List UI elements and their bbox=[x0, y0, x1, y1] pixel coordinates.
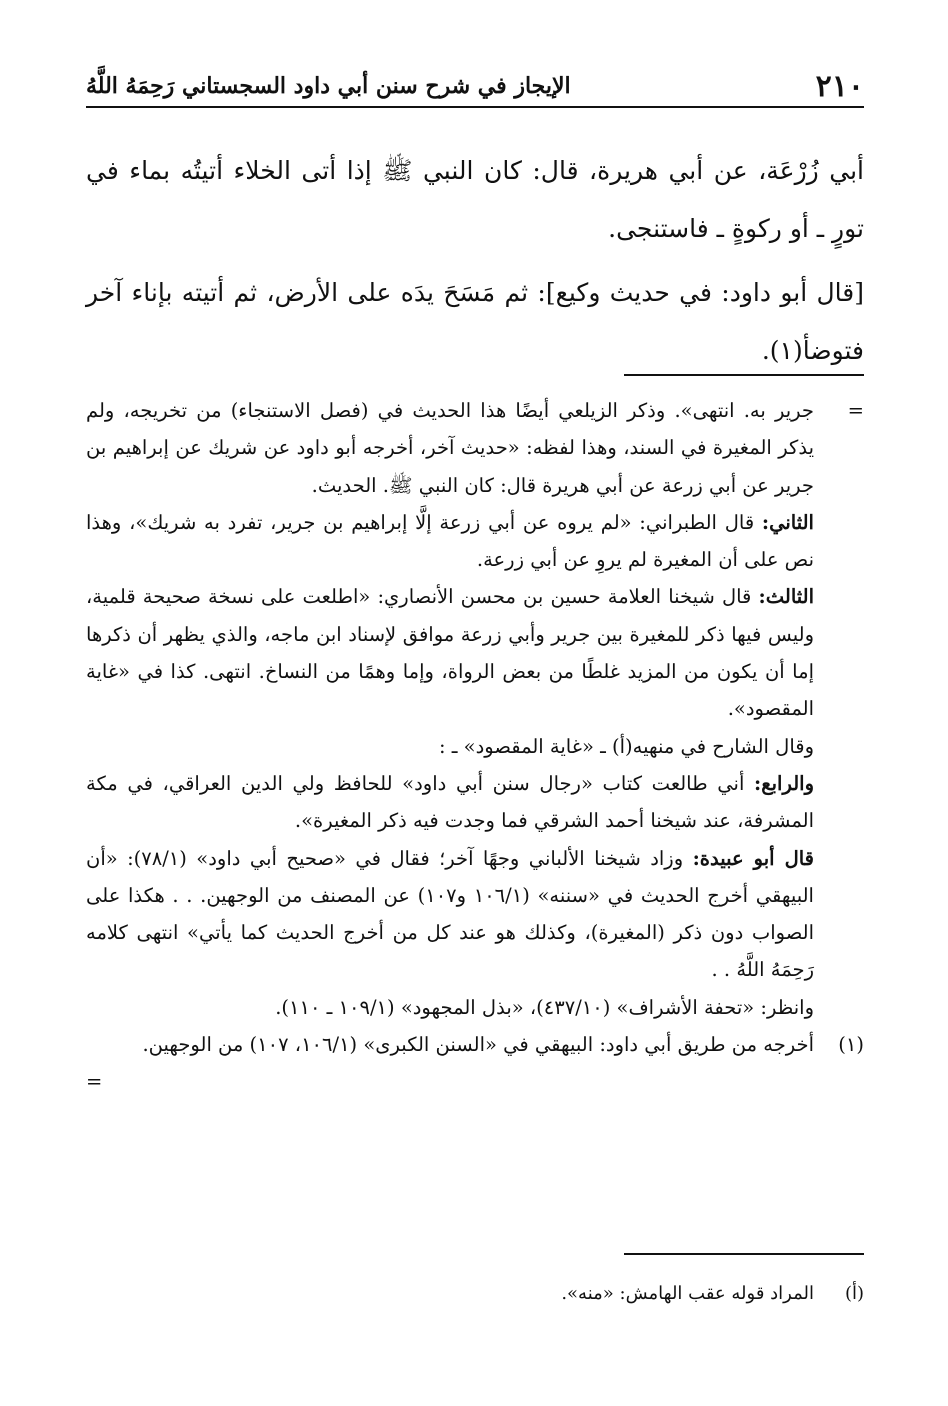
section-label: والرابع: bbox=[754, 771, 814, 795]
section-text: قال شيخنا العلامة حسين بن محسن الأنصاري: «اطلعت على نسخة صحيحة قلمية، وليس فيها ذكر للمغيرة بين جرير وأبي زرعة موافق لإسناد ابن ماجه، والذي يظهر أن ذكرها إما أن يكون من المزيد غلطًا من بعض الرواة، وإما وهمًا من النساخ. انتهى. كذا في «غاية المقصود». bbox=[86, 585, 814, 721]
section-label: الثاني: bbox=[761, 510, 814, 534]
continuation-marker: = bbox=[86, 1070, 103, 1094]
footnote-paragraph bbox=[86, 504, 814, 579]
footnote-paragraph: أخرجه من طريق أبي داود: البيهقي في «السنن الكبرى» (١٠٦/١، ١٠٧) من الوجهين. bbox=[142, 1033, 814, 1057]
footnote-marker: (١) bbox=[838, 1033, 864, 1057]
section-text: أني طالعت كتاب «رجال سنن أبي داود» للحافظ ولي الدين العراقي، في مكة المشرفة، عند شيخنا أحمد الشرقي فما وجدت فيه ذكر المغيرة». bbox=[86, 771, 814, 833]
section-text: قال الطبراني: «لم يروه عن أبي زرعة إلَّا إبراهيم بن جرير، تفرد به شريك»، وهذا نص على أن المغيرة لم يروِ عن أبي زرعة. bbox=[86, 510, 814, 572]
page-header bbox=[86, 66, 864, 108]
section-label: قال أبو عبيدة: bbox=[692, 846, 815, 870]
footnote-paragraph bbox=[86, 578, 814, 727]
abu-dawud-remark: [قال أبو داود: في حديث وكيع]: ثم مَسَحَ يدَه على الأرض، ثم أتيته بإناء آخر فتوضأ(١). bbox=[86, 278, 864, 365]
footnote-paragraph bbox=[86, 840, 814, 989]
footnote-paragraph bbox=[86, 765, 814, 840]
footnote-paragraph: وانظر: «تحفة الأشراف» (٤٣٧/١٠)، «بذل المجهود» (١٠٩/١ ـ ١١٠). bbox=[275, 995, 814, 1019]
footnote-divider bbox=[624, 374, 864, 376]
footnotes bbox=[86, 392, 864, 1101]
page-number: ٢١٠ bbox=[815, 68, 864, 104]
continuation-marker: = bbox=[847, 399, 864, 422]
main-text bbox=[86, 142, 864, 380]
footnote-paragraph: وقال الشارح في منهيه(أ) ـ «غاية المقصود» ـ : bbox=[438, 734, 814, 758]
footnote-1 bbox=[86, 1026, 864, 1063]
hadith-paragraph: أبي زُرْعَة، عن أبي هريرة، قال: كان النبي ﷺ إذا أتى الخلاء أتيتُه بماء في تورٍ ـ أو ركوةٍ ـ فاستنجى. bbox=[86, 156, 864, 243]
margin-note-marker: (أ) bbox=[844, 1283, 864, 1304]
footnote-continuation bbox=[86, 392, 864, 1026]
margin-note bbox=[86, 1276, 864, 1312]
margin-note-text: المراد قوله عقب الهامش: «منه». bbox=[561, 1283, 814, 1304]
running-title: الإيجاز في شرح سنن أبي داود السجستاني رَحِمَهُ اللَّهُ bbox=[86, 73, 571, 99]
margin-note-divider bbox=[624, 1253, 864, 1255]
footnote-paragraph: جرير به. انتهى». وذكر الزيلعي أيضًا هذا الحديث في (فصل الاستنجاء) من تخريجه، ولم يذكر المغيرة في السند، وهذا لفظه: «حديث آخر، أخرجه أبو داود عن شريك عن إبراهيم بن جرير عن أبي زرعة عن أبي هريرة قال: كان النبي ﷺ. الحديث. bbox=[86, 399, 814, 497]
section-label: الثالث: bbox=[758, 585, 815, 609]
footnote-end-row bbox=[86, 1063, 864, 1100]
section-text: وزاد شيخنا الألباني وجهًا آخر؛ فقال في «صحيح أبي داود» (٧٨/١): «أن البيهقي أخرج الحديث في «سننه» (١٠٦/١ و١٠٧) عن المصنف من الوجهين. . . هكذا على الصواب دون ذكر (المغيرة)، وكذلك هو عند كل من أخرج الحديث كما يأتي» انتهى كلامه رَحِمَهُ اللَّهُ . . bbox=[86, 846, 814, 982]
